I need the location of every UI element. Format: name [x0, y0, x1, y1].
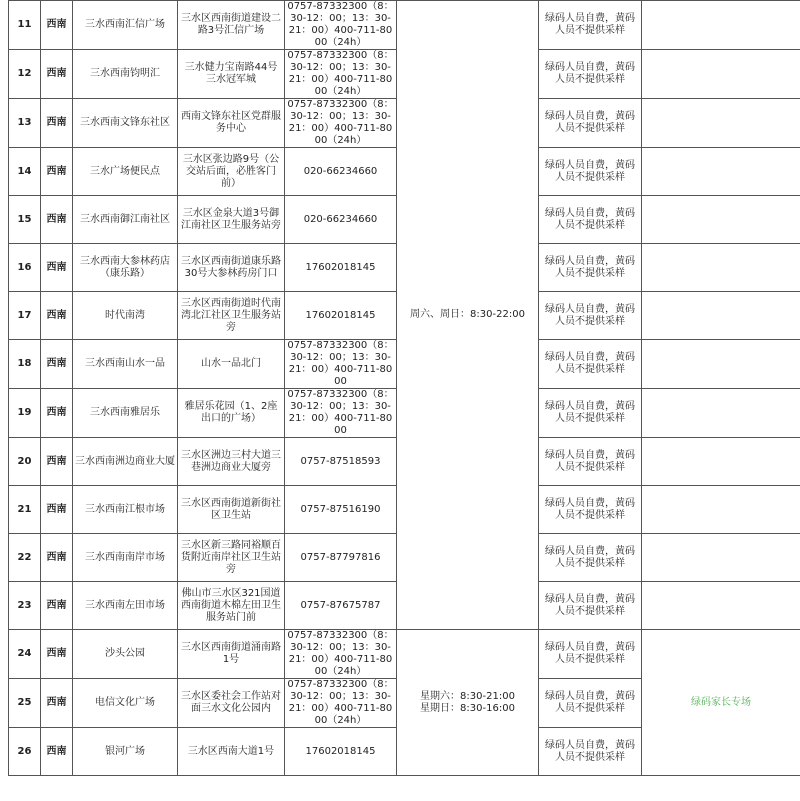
site-name-cell: 电信文化广场 [73, 679, 178, 728]
remark-cell [642, 148, 800, 196]
phone-cell: 0757-87332300（8：30-12：00；13：30-21：00）400-711-8000（24h） [285, 1, 397, 50]
row-number: 17 [9, 292, 41, 340]
address-cell: 三水健力宝南路44号三水冠军城 [178, 50, 285, 99]
district-cell: 西南 [41, 486, 73, 534]
phone-cell: 0757-87516190 [285, 486, 397, 534]
district-cell: 西南 [41, 292, 73, 340]
row-number: 26 [9, 728, 41, 776]
district-cell: 西南 [41, 244, 73, 292]
site-name-cell: 银河广场 [73, 728, 178, 776]
district-cell: 西南 [41, 99, 73, 148]
address-cell: 三水区西南街道建设二路3号汇信广场 [178, 1, 285, 50]
table-row [9, 630, 800, 679]
site-name-cell: 三水西南钧明汇 [73, 50, 178, 99]
remark-cell: 绿码家长专场 [642, 630, 800, 776]
row-number: 13 [9, 99, 41, 148]
note-cell: 绿码人员自费，黄码人员不提供采样 [539, 1, 642, 50]
remark-cell [642, 292, 800, 340]
note-cell: 绿码人员自费，黄码人员不提供采样 [539, 340, 642, 389]
row-number: 14 [9, 148, 41, 196]
phone-cell: 020-66234660 [285, 148, 397, 196]
row-number: 20 [9, 438, 41, 486]
district-cell: 西南 [41, 728, 73, 776]
district-cell: 西南 [41, 679, 73, 728]
district-cell: 西南 [41, 582, 73, 630]
site-name-cell: 三水西南洲边商业大厦 [73, 438, 178, 486]
site-name-cell: 三水西南御江南社区 [73, 196, 178, 244]
phone-cell: 17602018145 [285, 728, 397, 776]
remark-cell [642, 1, 800, 50]
phone-cell: 0757-87675787 [285, 582, 397, 630]
phone-cell: 0757-87332300（8：30-12：00；13：30-21：00）400-711-8000（24h） [285, 50, 397, 99]
remark-cell [642, 582, 800, 630]
row-number: 24 [9, 630, 41, 679]
row-number: 15 [9, 196, 41, 244]
address-cell: 三水区新三路同裕顺百货附近南岸社区卫生站旁 [178, 534, 285, 582]
note-cell: 绿码人员自费，黄码人员不提供采样 [539, 50, 642, 99]
site-name-cell: 三水西南大参林药店（康乐路） [73, 244, 178, 292]
note-cell: 绿码人员自费，黄码人员不提供采样 [539, 148, 642, 196]
site-name-cell: 三水西南文锋东社区 [73, 99, 178, 148]
remark-cell [642, 50, 800, 99]
note-cell: 绿码人员自费，黄码人员不提供采样 [539, 99, 642, 148]
remark-cell [642, 534, 800, 582]
row-number: 25 [9, 679, 41, 728]
district-cell: 西南 [41, 438, 73, 486]
phone-cell: 0757-87332300（8：30-12：00；13：30-21：00）400-711-8000 [285, 389, 397, 438]
note-cell: 绿码人员自费，黄码人员不提供采样 [539, 196, 642, 244]
address-cell: 三水区委社会工作站对面三水文化公园内 [178, 679, 285, 728]
opening-hours-cell: 周六、周日：8:30-22:00 [397, 1, 539, 630]
remark-cell [642, 99, 800, 148]
address-cell: 三水区张边路9号（公交站后面，必胜客门前） [178, 148, 285, 196]
row-number: 22 [9, 534, 41, 582]
note-cell: 绿码人员自费，黄码人员不提供采样 [539, 244, 642, 292]
address-cell: 三水区西南街道新街社区卫生站 [178, 486, 285, 534]
phone-cell: 0757-87332300（8：30-12：00；13：30-21：00）400-711-8000（24h） [285, 679, 397, 728]
site-name-cell: 三水西南江根市场 [73, 486, 178, 534]
address-cell: 雅居乐花园（1、2座出口的广场） [178, 389, 285, 438]
district-cell: 西南 [41, 148, 73, 196]
site-name-cell: 三水西南山水一品 [73, 340, 178, 389]
remark-cell [642, 486, 800, 534]
note-cell: 绿码人员自费，黄码人员不提供采样 [539, 486, 642, 534]
row-number: 11 [9, 1, 41, 50]
note-cell: 绿码人员自费，黄码人员不提供采样 [539, 534, 642, 582]
remark-cell [642, 438, 800, 486]
site-name-cell: 三水广场便民点 [73, 148, 178, 196]
row-number: 19 [9, 389, 41, 438]
phone-cell: 0757-87332300（8：30-12：00；13：30-21：00）400-711-8000（24h） [285, 99, 397, 148]
district-cell: 西南 [41, 389, 73, 438]
address-cell: 山水一品北门 [178, 340, 285, 389]
remark-cell [642, 244, 800, 292]
hours-saturday: 星期六：8:30-21:00 [420, 690, 515, 702]
address-cell: 佛山市三水区321国道西南街道木棉左田卫生服务站门前 [178, 582, 285, 630]
site-name-cell: 三水西南左田市场 [73, 582, 178, 630]
district-cell: 西南 [41, 340, 73, 389]
note-cell: 绿码人员自费，黄码人员不提供采样 [539, 438, 642, 486]
remark-cell [642, 340, 800, 389]
testing-sites-table [8, 0, 800, 776]
address-cell: 三水区金泉大道3号御江南社区卫生服务站旁 [178, 196, 285, 244]
site-name-cell: 三水西南汇信广场 [73, 1, 178, 50]
phone-cell: 0757-87797816 [285, 534, 397, 582]
site-name-cell: 时代南湾 [73, 292, 178, 340]
row-number: 23 [9, 582, 41, 630]
site-name-cell: 沙头公园 [73, 630, 178, 679]
opening-hours-cell [397, 630, 539, 776]
site-name-cell: 三水西南雅居乐 [73, 389, 178, 438]
address-cell: 三水区西南街道涌南路1号 [178, 630, 285, 679]
row-number: 18 [9, 340, 41, 389]
address-cell: 三水区西南街道时代南湾北江社区卫生服务站旁 [178, 292, 285, 340]
table-row [9, 1, 800, 50]
district-cell: 西南 [41, 196, 73, 244]
note-cell: 绿码人员自费，黄码人员不提供采样 [539, 679, 642, 728]
district-cell: 西南 [41, 50, 73, 99]
remark-cell [642, 389, 800, 438]
note-cell: 绿码人员自费，黄码人员不提供采样 [539, 630, 642, 679]
phone-cell: 0757-87332300（8：30-12：00；13：30-21：00）400-711-8000（24h） [285, 630, 397, 679]
phone-cell: 020-66234660 [285, 196, 397, 244]
district-cell: 西南 [41, 630, 73, 679]
row-number: 21 [9, 486, 41, 534]
note-cell: 绿码人员自费，黄码人员不提供采样 [539, 389, 642, 438]
address-cell: 三水区洲边三村大道三巷洲边商业大厦旁 [178, 438, 285, 486]
table-body [9, 1, 800, 776]
site-name-cell: 三水西南南岸市场 [73, 534, 178, 582]
row-number: 12 [9, 50, 41, 99]
district-cell: 西南 [41, 534, 73, 582]
address-cell: 三水区西南大道1号 [178, 728, 285, 776]
phone-cell: 17602018145 [285, 244, 397, 292]
note-cell: 绿码人员自费，黄码人员不提供采样 [539, 728, 642, 776]
note-cell: 绿码人员自费，黄码人员不提供采样 [539, 292, 642, 340]
district-cell: 西南 [41, 1, 73, 50]
row-number: 16 [9, 244, 41, 292]
phone-cell: 0757-87518593 [285, 438, 397, 486]
phone-cell: 0757-87332300（8：30-12：00；13：30-21：00）400-711-8000 [285, 340, 397, 389]
address-cell: 三水区西南街道康乐路30号大参林药房门口 [178, 244, 285, 292]
remark-cell [642, 196, 800, 244]
note-cell: 绿码人员自费，黄码人员不提供采样 [539, 582, 642, 630]
address-cell: 西南文锋东社区党群服务中心 [178, 99, 285, 148]
hours-sunday: 星期日：8:30-16:00 [420, 702, 515, 714]
phone-cell: 17602018145 [285, 292, 397, 340]
